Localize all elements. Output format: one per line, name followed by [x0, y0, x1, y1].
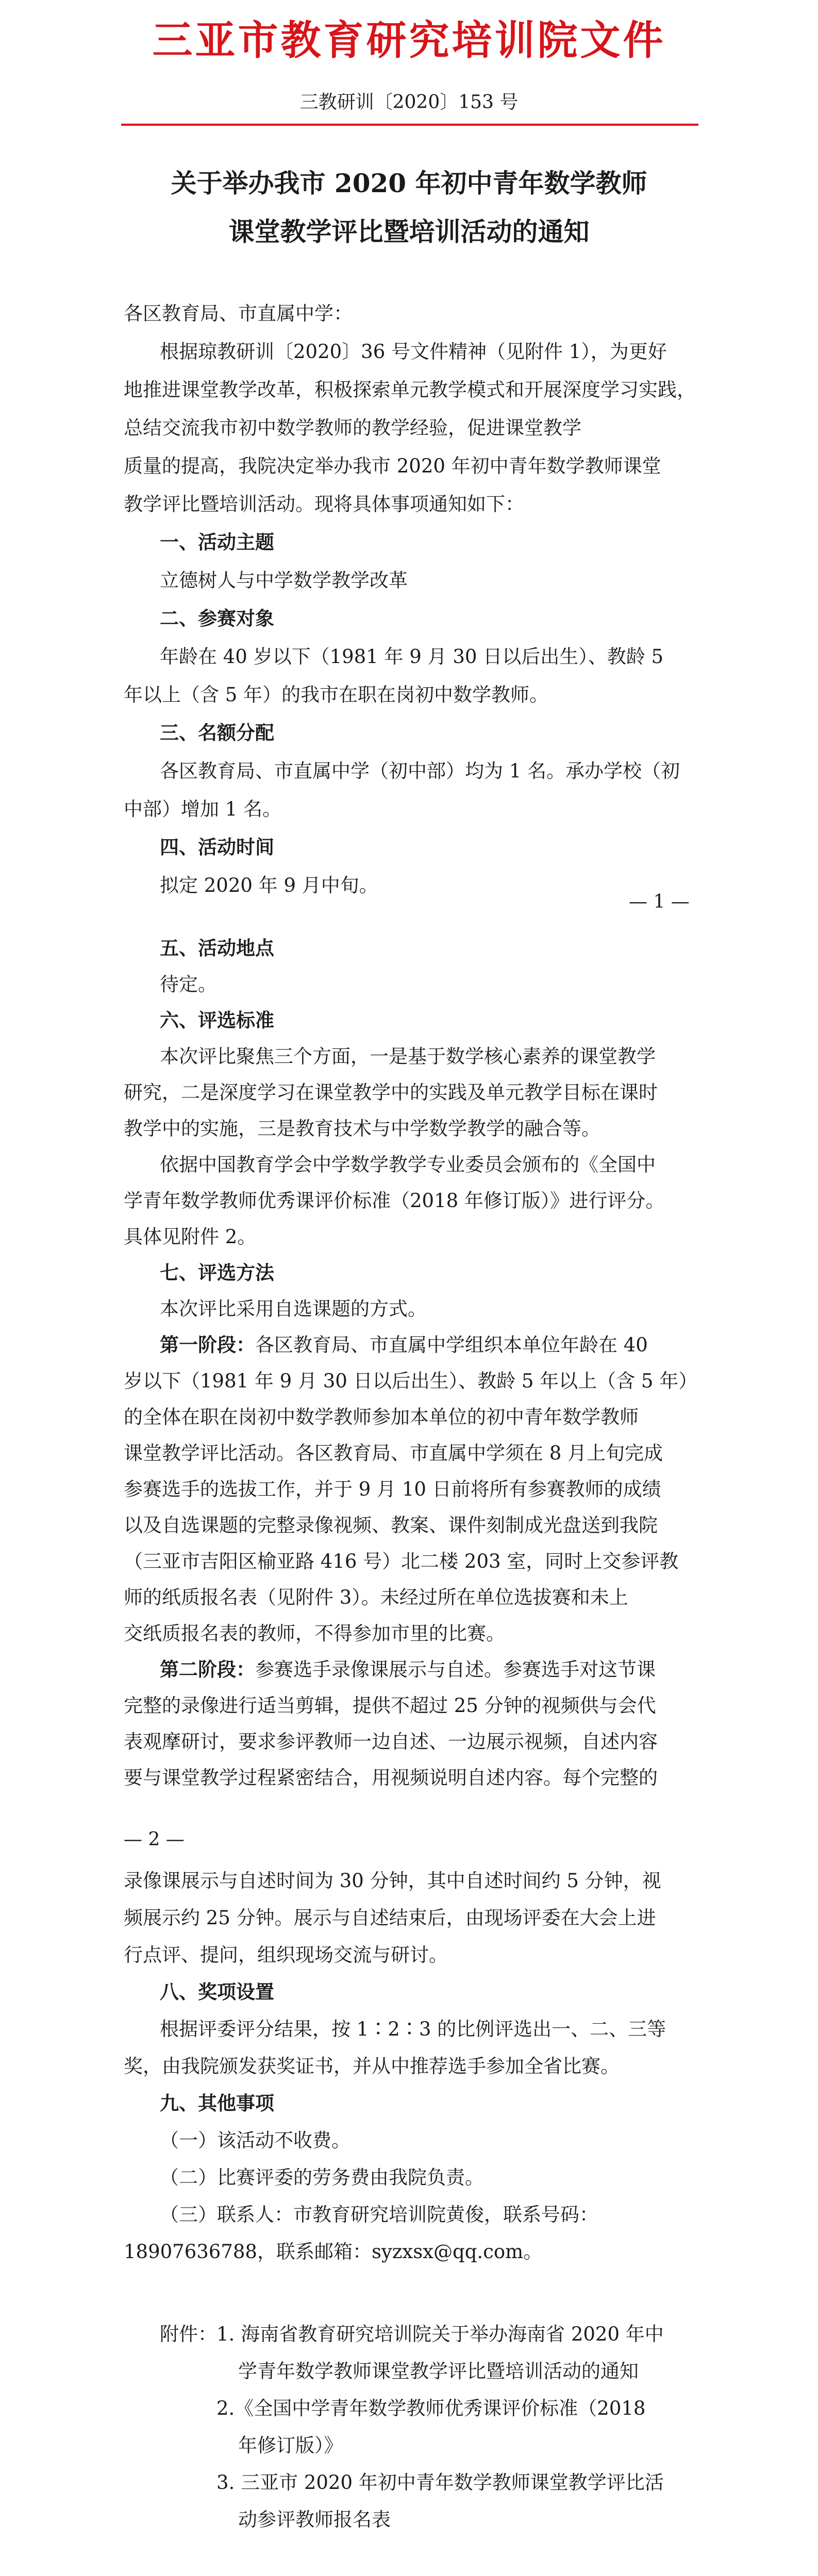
body-line: 参赛选手的选拔工作，并于 9 月 10 日前将所有参赛教师的成绩 [124, 1478, 661, 1500]
body-line: 待定。 [160, 973, 217, 995]
document-page-2 [0, 891, 818, 1834]
body-line: 研究，二是深度学习在课堂教学中的实践及单元教学目标在课时 [124, 1081, 658, 1104]
section-heading: 四、活动时间 [160, 836, 274, 858]
stage-1-label: 第一阶段： [160, 1333, 255, 1356]
page-number-1: — 1 — [629, 891, 690, 912]
attachment-1-cont: 学青年数学教师课堂教学评比暨培训活动的通知 [238, 2360, 639, 2382]
body-line: 根据琼教研训〔2020〕36 号文件精神（见附件 1），为更好 [160, 341, 667, 363]
body-line: 地推进课堂教学改革，积极探索单元教学模式和开展深度学习实践， [124, 379, 696, 401]
body-line: 教学中的实施，三是教育技术与中学数学教学的融合等。 [124, 1117, 600, 1140]
section-heading: 七、评选方法 [160, 1261, 274, 1284]
section-heading: 三、名额分配 [160, 721, 274, 744]
body-line: 总结交流我市初中数学教师的教学经验，促进课堂教学 [124, 417, 581, 439]
section-heading: 一、活动主题 [160, 531, 274, 553]
document-number: 三教研训〔2020〕153 号 [299, 92, 519, 113]
body-line: 立德树人与中学数学教学改革 [160, 569, 408, 591]
stage-1-text: 各区教育局、市直属中学组织本单位年龄在 40 [255, 1334, 648, 1356]
body-line: 依据中国教育学会中学数学教学专业委员会颁布的《全国中 [160, 1154, 656, 1176]
red-separator-line [121, 124, 698, 126]
body-line: 具体见附件 2。 [124, 1226, 257, 1248]
stage-2-line [160, 1654, 656, 1682]
body-line: 本次评比采用自选课题的方式。 [160, 1298, 427, 1320]
body-line: 质量的提高，我院决定举办我市 2020 年初中青年数学教师课堂 [124, 455, 661, 477]
notice-title-line-2: 课堂教学评比暨培训活动的通知 [228, 216, 590, 247]
recipients: 各区教育局、市直属中学： [124, 302, 353, 325]
body-line: 教学评比暨培训活动。现将具体事项通知如下： [124, 493, 524, 515]
body-line: 拟定 2020 年 9 月中旬。 [160, 874, 378, 896]
page-number-2: — 2 — [124, 1829, 185, 1850]
attachment-2-cont: 年修订版）》 [238, 2434, 343, 2456]
attachment-2: 2.《全国中学青年数学教师优秀课评价标准（2018 [216, 2397, 646, 2419]
notice-title-line-1: 关于举办我市 2020 年初中青年数学教师 [171, 168, 647, 198]
attachment-3-cont: 动参评教师报名表 [238, 2509, 391, 2531]
issuing-org-title: 三亚市教育研究培训院文件 [152, 18, 666, 64]
body-line: 岁以下（1981 年 9 月 30 日以后出生）、教龄 5 年以上（含 5 年） [124, 1370, 698, 1392]
section-heading: 八、奖项设置 [160, 1980, 274, 2003]
document-page-3 [0, 1829, 818, 2576]
body-line: 频展示约 25 分钟。展示与自述结束后，由现场评委在大会上进 [124, 1907, 656, 1929]
attachments-label: 附件： [160, 2323, 217, 2345]
stage-1-line [160, 1329, 648, 1357]
body-line: 以及自选课题的完整录像视频、教案、课件刻制成光盘送到我院 [124, 1514, 658, 1536]
body-line: 交纸质报名表的教师，不得参加市里的比赛。 [124, 1622, 505, 1645]
body-line: 行点评、提问，组织现场交流与研讨。 [124, 1944, 448, 1966]
body-line: 各区教育局、市直属中学（初中部）均为 1 名。承办学校（初 [160, 760, 680, 782]
section-heading: 六、评选标准 [160, 1009, 274, 1031]
body-line: 录像课展示与自述时间为 30 分钟，其中自述时间约 5 分钟，视 [124, 1870, 661, 1892]
body-line: 表观摩研讨，要求参评教师一边自述、一边展示视频，自述内容 [124, 1731, 658, 1753]
body-line: 奖，由我院颁发获奖证书，并从中推荐选手参加全省比赛。 [124, 2055, 620, 2077]
body-line: 的全体在职在岗初中数学教师参加本单位的初中青年数学教师 [124, 1406, 639, 1428]
body-line: 完整的录像进行适当剪辑，提供不超过 25 分钟的视频供与会代 [124, 1694, 656, 1717]
section-heading: 九、其他事项 [160, 2092, 274, 2114]
body-line: 师的纸质报名表（见附件 3）。未经过所在单位选拔赛和未上 [124, 1586, 628, 1608]
body-line: 年以上（含 5 年）的我市在职在岗初中数学教师。 [124, 684, 549, 706]
document-page-1 [0, 0, 818, 917]
attachment-1: 1. 海南省教育研究培训院关于举办海南省 2020 年中 [216, 2323, 664, 2345]
body-line: 中部）增加 1 名。 [124, 798, 282, 820]
body-line: 年龄在 40 岁以下（1981 年 9 月 30 日以后出生）、教龄 5 [160, 646, 663, 668]
body-line: 要与课堂教学过程紧密结合，用视频说明自述内容。每个完整的 [124, 1767, 658, 1789]
body-line: 学青年数学教师优秀课评价标准（2018 年修订版）》进行评分。 [124, 1190, 665, 1212]
section-heading: 二、参赛对象 [160, 607, 274, 630]
section-heading: 五、活动地点 [160, 937, 274, 959]
body-line: （一）该活动不收费。 [160, 2129, 350, 2151]
contact-line: （三）联系人：市教育研究培训院黄俊，联系号码： [160, 2204, 598, 2226]
body-line: 课堂教学评比活动。各区教育局、市直属中学须在 8 月上旬完成 [124, 1442, 663, 1464]
stage-2-text: 参赛选手录像课展示与自述。参赛选手对这节课 [255, 1658, 656, 1681]
attachment-3: 3. 三亚市 2020 年初中青年数学教师课堂教学评比活 [216, 2471, 664, 2494]
stage-2-label: 第二阶段： [160, 1658, 255, 1681]
body-line: 本次评比聚焦三个方面，一是基于数学核心素养的课堂教学 [160, 1045, 656, 1067]
body-line: 根据评委评分结果，按 1∶2∶3 的比例评选出一、二、三等 [160, 2018, 666, 2040]
body-line: （三亚市吉阳区榆亚路 416 号）北二楼 203 室，同时上交参评教 [124, 1550, 679, 1572]
body-line: （二）比赛评委的劳务费由我院负责。 [160, 2166, 484, 2189]
contact-info: 18907636788，联系邮箱：syzxsx@qq.com。 [124, 2241, 543, 2263]
